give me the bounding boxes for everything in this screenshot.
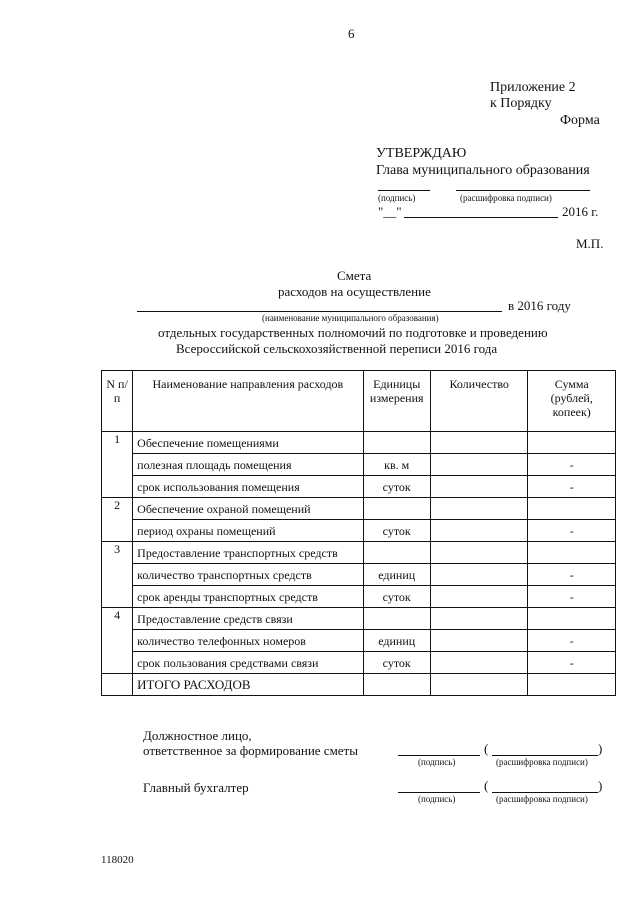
row-sum [528, 432, 616, 454]
table-row [102, 454, 616, 476]
row-sum: - [528, 564, 616, 586]
row-unit [363, 542, 430, 564]
row-unit: суток [363, 476, 430, 498]
table-row [102, 520, 616, 542]
header-name: Наименование направления расходов [133, 371, 363, 432]
official-close-paren: ) [598, 741, 603, 756]
official-decode-line [492, 755, 598, 756]
approve-sign-caption: (подпись) [378, 193, 416, 203]
row-sum: - [528, 630, 616, 652]
row-num [102, 652, 133, 674]
row-unit: суток [363, 586, 430, 608]
total-label: ИТОГО РАСХОДОВ [133, 674, 363, 696]
row-qty [430, 564, 528, 586]
row-num [102, 454, 133, 476]
row-num: 2 [102, 498, 133, 520]
row-unit: единиц [363, 630, 430, 652]
official-decode-caption: (расшифровка подписи) [496, 757, 588, 767]
official-sign-caption: (подпись) [418, 757, 456, 767]
row-qty [430, 608, 528, 630]
row-name: Обеспечение помещениями [133, 432, 363, 454]
approve-title: УТВЕРЖДАЮ [376, 146, 467, 161]
row-unit [363, 608, 430, 630]
approve-date-line [404, 217, 558, 218]
row-num [102, 630, 133, 652]
footer-code: 118020 [101, 854, 134, 866]
row-qty [430, 586, 528, 608]
row-name: срок использования помещения [133, 476, 363, 498]
row-sum: - [528, 454, 616, 476]
row-unit: суток [363, 652, 430, 674]
chief-accountant-label: Главный бухгалтер [143, 780, 249, 795]
row-unit [363, 674, 430, 696]
stamp-label: М.П. [576, 236, 604, 251]
row-name: срок аренды транспортных средств [133, 586, 363, 608]
row-qty [430, 520, 528, 542]
row-qty [430, 454, 528, 476]
appendix-form-label: Форма [560, 113, 600, 128]
table-row [102, 652, 616, 674]
table-total-row [102, 674, 616, 696]
table-row [102, 564, 616, 586]
row-sum [528, 542, 616, 564]
row-qty [430, 674, 528, 696]
row-sum: - [528, 476, 616, 498]
row-name: количество телефонных номеров [133, 630, 363, 652]
table-row [102, 608, 616, 630]
approve-date-year: 2016 г. [562, 204, 599, 219]
table-row [102, 542, 616, 564]
row-name: количество транспортных средств [133, 564, 363, 586]
row-sum [528, 674, 616, 696]
header-num: N п/п [102, 371, 133, 432]
row-num: 3 [102, 542, 133, 564]
chief-decode-line [492, 792, 598, 793]
approve-date-prefix: "__" [378, 204, 402, 219]
header-unit: Единицы измерения [363, 371, 430, 432]
appendix-line-2: к Порядку [490, 96, 552, 111]
row-qty [430, 630, 528, 652]
official-label-line-1: Должностное лицо, [143, 728, 252, 743]
approve-decode-caption: (расшифровка подписи) [460, 193, 552, 203]
row-num [102, 476, 133, 498]
table-row [102, 630, 616, 652]
header-sum: Сумма (рублей, копеек) [528, 371, 616, 432]
row-unit [363, 498, 430, 520]
row-name: Предоставление транспортных средств [133, 542, 363, 564]
row-qty [430, 432, 528, 454]
row-sum: - [528, 652, 616, 674]
row-name: Предоставление средств связи [133, 608, 363, 630]
table-header-row [102, 371, 616, 432]
chief-decode-caption: (расшифровка подписи) [496, 794, 588, 804]
row-name: срок пользования средствами связи [133, 652, 363, 674]
table-row [102, 432, 616, 454]
doc-title: Смета [337, 268, 372, 283]
official-sign-line [398, 755, 480, 756]
row-unit: кв. м [363, 454, 430, 476]
doc-title-line-2: расходов на осуществление [278, 284, 431, 299]
doc-title-line-4: Всероссийской сельскохозяйственной переписи 2016 года [176, 341, 498, 356]
row-sum [528, 608, 616, 630]
expense-table [101, 370, 616, 696]
official-label-line-2: ответственное за формирование сметы [143, 743, 358, 758]
doc-year-suffix: в 2016 году [508, 298, 571, 313]
row-unit: единиц [363, 564, 430, 586]
row-qty [430, 542, 528, 564]
approve-sign-line [378, 190, 430, 191]
row-num [102, 564, 133, 586]
row-qty [430, 498, 528, 520]
table-row [102, 498, 616, 520]
row-name: период охраны помещений [133, 520, 363, 542]
row-unit [363, 432, 430, 454]
approve-subtitle: Глава муниципального образования [376, 163, 590, 178]
table-row [102, 586, 616, 608]
chief-sign-caption: (подпись) [418, 794, 456, 804]
chief-sign-line [398, 792, 480, 793]
municipality-line [137, 311, 502, 312]
table-row [102, 476, 616, 498]
row-unit: суток [363, 520, 430, 542]
row-sum: - [528, 520, 616, 542]
row-num: 4 [102, 608, 133, 630]
row-num [102, 520, 133, 542]
row-qty [430, 476, 528, 498]
official-open-paren: ( [484, 741, 489, 756]
doc-title-line-3: отдельных государственных полномочий по подготовке и проведению [158, 325, 548, 340]
approve-decode-line [456, 190, 590, 191]
row-num: 1 [102, 432, 133, 454]
page-number: 6 [348, 26, 355, 41]
header-qty: Количество [430, 371, 528, 432]
appendix-line-1: Приложение 2 [490, 80, 576, 95]
row-num [102, 586, 133, 608]
chief-close-paren: ) [598, 778, 603, 793]
municipality-caption: (наименование муниципального образования) [262, 313, 439, 323]
row-sum [528, 498, 616, 520]
row-name: полезная площадь помещения [133, 454, 363, 476]
row-num [102, 674, 133, 696]
row-name: Обеспечение охраной помещений [133, 498, 363, 520]
chief-open-paren: ( [484, 778, 489, 793]
row-sum: - [528, 586, 616, 608]
row-qty [430, 652, 528, 674]
